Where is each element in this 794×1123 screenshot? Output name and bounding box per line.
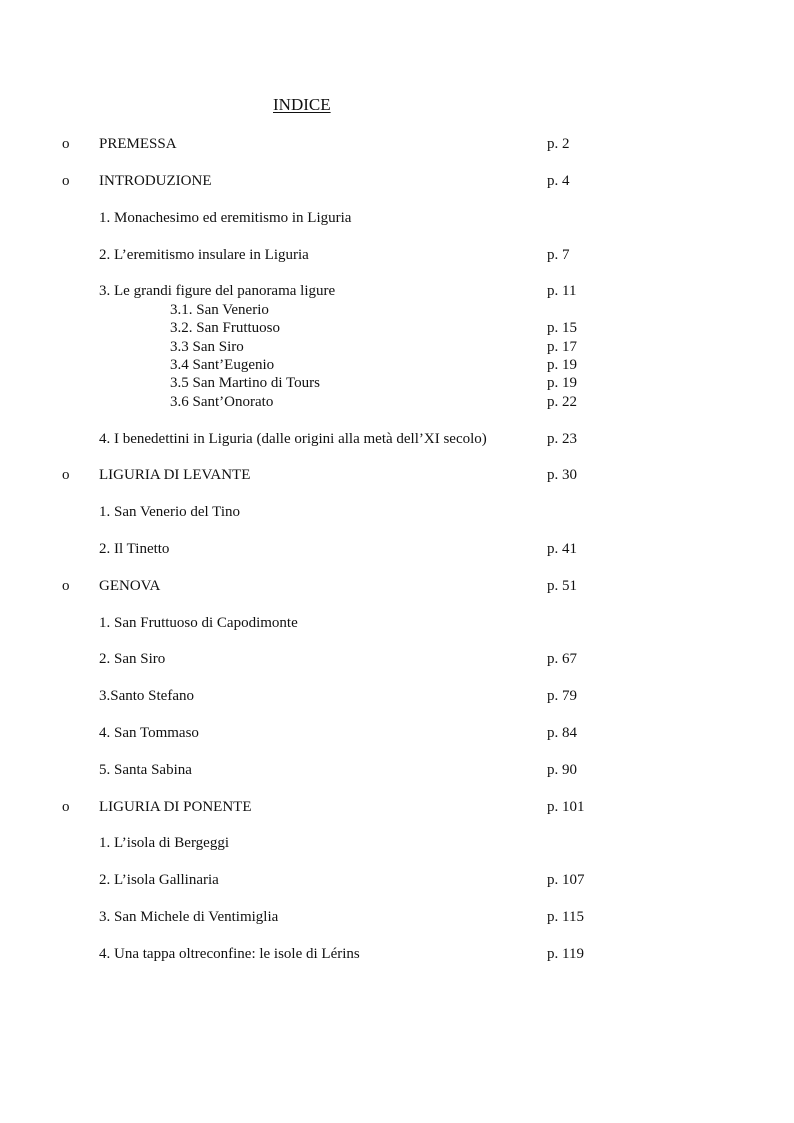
toc-entry [0, 614, 794, 632]
toc-label: 1. San Fruttuoso di Capodimonte [99, 615, 298, 631]
toc-subentry [0, 393, 794, 411]
toc-label: GENOVA [99, 578, 161, 594]
toc-entry [0, 209, 794, 227]
toc-page: p. 79 [547, 688, 577, 704]
toc-page: p. 23 [547, 431, 577, 447]
toc-entry [0, 908, 794, 926]
toc-entry [0, 761, 794, 779]
toc-label: 3.6 Sant’Onorato [170, 394, 274, 410]
toc-page: p. 90 [547, 762, 577, 778]
toc-page: p. 107 [547, 872, 585, 888]
toc-entry [0, 834, 794, 852]
page-title: INDICE [273, 95, 331, 114]
toc-label: 4. I benedettini in Liguria (dalle origini alla metà dell’XI secolo) [99, 431, 487, 447]
toc-entry [0, 945, 794, 963]
toc-entry [0, 282, 794, 300]
toc-label: 2. L’eremitismo insulare in Liguria [99, 247, 309, 263]
toc-page: p. 101 [547, 799, 585, 815]
bullet-marker: o [62, 578, 70, 594]
toc-subentry [0, 338, 794, 356]
toc-page: p. 4 [547, 173, 570, 189]
toc-page: p. 22 [547, 394, 577, 410]
toc-entry [0, 798, 794, 816]
toc-label: 3. Le grandi figure del panorama ligure [99, 283, 336, 299]
toc-entry [0, 466, 794, 484]
toc-label: 1. Monachesimo ed eremitismo in Liguria [99, 210, 352, 226]
toc-entry [0, 724, 794, 742]
toc-page: p. 30 [547, 467, 577, 483]
toc-page: p. 19 [547, 357, 577, 373]
toc-entry [0, 172, 794, 190]
toc-entry [0, 430, 794, 448]
toc-label: 1. San Venerio del Tino [99, 504, 240, 520]
toc-entry [0, 503, 794, 521]
toc-page: p. 51 [547, 578, 577, 594]
toc-label: LIGURIA DI PONENTE [99, 799, 252, 815]
toc-subentry [0, 301, 794, 319]
toc-entry [0, 135, 794, 153]
toc-page: p. 7 [547, 247, 570, 263]
toc-subentry [0, 356, 794, 374]
toc-page: p. 2 [547, 136, 570, 152]
toc-entry [0, 246, 794, 264]
toc-page: p. 15 [547, 320, 577, 336]
toc-entry [0, 687, 794, 705]
toc-subentry [0, 319, 794, 337]
toc-page: p. 115 [547, 909, 584, 925]
toc-label: 2. Il Tinetto [99, 541, 170, 557]
toc-page: p. 41 [547, 541, 577, 557]
bullet-marker: o [62, 467, 70, 483]
toc-label: 4. San Tommaso [99, 725, 199, 741]
toc-page: p. 19 [547, 375, 577, 391]
toc-page: p. 17 [547, 339, 577, 355]
toc-label: INTRODUZIONE [99, 173, 212, 189]
toc-page: p. 84 [547, 725, 577, 741]
toc-entry [0, 577, 794, 595]
toc-label: 2. L’isola Gallinaria [99, 872, 219, 888]
toc-label: 3.Santo Stefano [99, 688, 194, 704]
toc-label: 2. San Siro [99, 651, 166, 667]
toc-page: p. 119 [547, 946, 584, 962]
bullet-marker: o [62, 173, 70, 189]
toc-page: p. 11 [547, 283, 577, 299]
toc-label: 5. Santa Sabina [99, 762, 192, 778]
toc-page: p. 67 [547, 651, 577, 667]
toc-label: 3.5 San Martino di Tours [170, 375, 320, 391]
toc-label: 4. Una tappa oltreconfine: le isole di Lérins [99, 946, 360, 962]
toc-label: 3. San Michele di Ventimiglia [99, 909, 279, 925]
bullet-marker: o [62, 136, 70, 152]
toc-entry [0, 540, 794, 558]
toc-entry [0, 650, 794, 668]
toc-label: LIGURIA DI LEVANTE [99, 467, 251, 483]
toc-label: 1. L’isola di Bergeggi [99, 835, 229, 851]
toc-label: 3.3 San Siro [170, 339, 244, 355]
toc-subentry [0, 374, 794, 392]
toc-label: 3.1. San Venerio [170, 302, 269, 318]
bullet-marker: o [62, 799, 70, 815]
toc-label: PREMESSA [99, 136, 177, 152]
toc-label: 3.4 Sant’Eugenio [170, 357, 275, 373]
toc-label: 3.2. San Fruttuoso [170, 320, 281, 336]
toc-entry [0, 871, 794, 889]
